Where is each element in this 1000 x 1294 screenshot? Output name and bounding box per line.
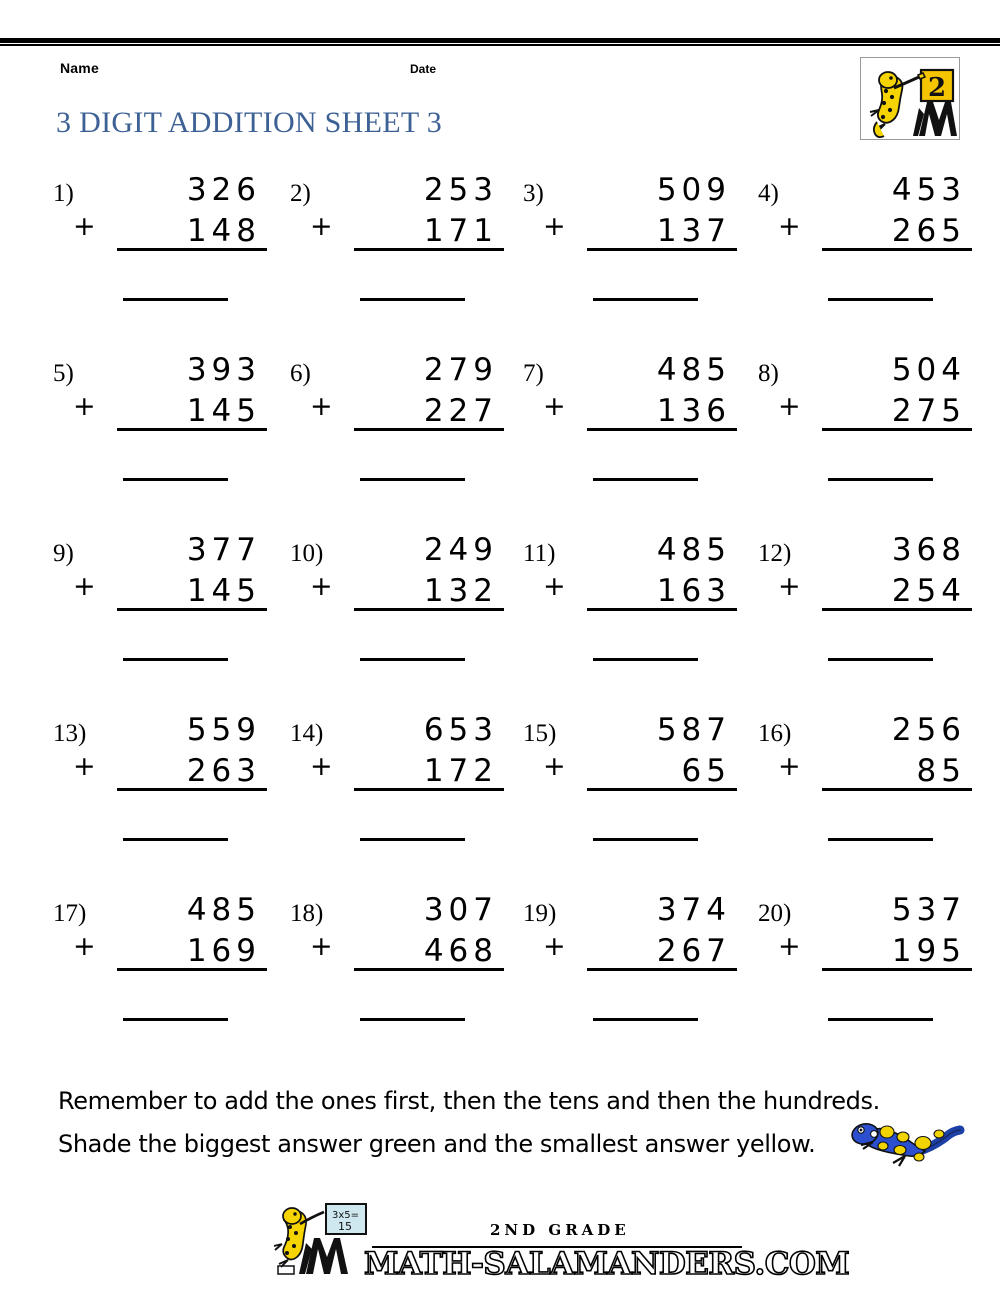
addend-top: 374	[656, 892, 731, 928]
addend-bottom: 195	[822, 931, 972, 971]
problem-stack	[587, 890, 737, 971]
addend-top: 653	[423, 712, 498, 748]
problem-stack	[822, 710, 972, 791]
answer-blank[interactable]	[123, 838, 228, 841]
problem-number: 12)	[758, 540, 792, 567]
plus-operator: +	[310, 931, 333, 962]
answer-blank[interactable]	[593, 298, 698, 301]
problem-item	[750, 350, 980, 500]
problem-number: 20)	[758, 900, 792, 927]
salamander-teacher-grade2-icon	[861, 58, 959, 139]
addend-top: 279	[423, 352, 498, 388]
plus-operator: +	[310, 571, 333, 602]
problem-stack	[117, 710, 267, 791]
problem-stack	[587, 710, 737, 791]
problem-row	[0, 710, 1000, 890]
addend-bottom: 136	[587, 391, 737, 431]
addend-bottom: 172	[354, 751, 504, 791]
answer-blank[interactable]	[360, 1018, 465, 1021]
problem-item	[515, 350, 745, 500]
addend-bottom: 132	[354, 571, 504, 611]
plus-operator: +	[73, 571, 96, 602]
answer-blank[interactable]	[123, 478, 228, 481]
problem-stack	[822, 350, 972, 431]
problem-stack	[354, 350, 504, 431]
problem-number: 8)	[758, 360, 779, 387]
addend-top: 537	[891, 892, 966, 928]
problem-number: 17)	[53, 900, 87, 927]
plus-operator: +	[310, 391, 333, 422]
name-label: Name	[60, 60, 99, 76]
answer-blank[interactable]	[828, 298, 933, 301]
problem-number: 5)	[53, 360, 74, 387]
answer-blank[interactable]	[123, 1018, 228, 1021]
answer-blank[interactable]	[360, 298, 465, 301]
problem-number: 7)	[523, 360, 544, 387]
plus-operator: +	[778, 931, 801, 962]
plus-operator: +	[778, 571, 801, 602]
problem-number: 19)	[523, 900, 557, 927]
plus-operator: +	[778, 211, 801, 242]
problem-number: 10)	[290, 540, 324, 567]
problem-number: 9)	[53, 540, 74, 567]
addend-bottom: 137	[587, 211, 737, 251]
svg-text:2: 2	[927, 73, 947, 103]
addend-bottom: 468	[354, 931, 504, 971]
problems-grid	[0, 170, 1000, 1070]
addend-bottom: 169	[117, 931, 267, 971]
page-title: 3 DIGIT ADDITION SHEET 3	[56, 106, 443, 139]
problem-row	[0, 530, 1000, 710]
problem-number: 18)	[290, 900, 324, 927]
problem-stack	[822, 890, 972, 971]
answer-blank[interactable]	[593, 1018, 698, 1021]
problem-item	[515, 890, 745, 1040]
answer-blank[interactable]	[593, 478, 698, 481]
problem-item	[282, 890, 512, 1040]
addend-top: 485	[186, 892, 261, 928]
problem-stack	[587, 530, 737, 611]
addend-bottom: 65	[587, 751, 737, 791]
answer-blank[interactable]	[360, 478, 465, 481]
problem-item	[45, 170, 275, 320]
answer-blank[interactable]	[828, 478, 933, 481]
plus-operator: +	[778, 391, 801, 422]
plus-operator: +	[543, 211, 566, 242]
addend-top: 559	[186, 712, 261, 748]
plus-operator: +	[543, 931, 566, 962]
addend-top: 249	[423, 532, 498, 568]
instructions-block	[58, 1080, 938, 1166]
problem-item	[282, 710, 512, 860]
plus-operator: +	[543, 391, 566, 422]
answer-blank[interactable]	[828, 1018, 933, 1021]
grade-label: 2ND GRADE	[490, 1221, 630, 1239]
problem-stack	[354, 170, 504, 251]
addend-top: 587	[656, 712, 731, 748]
plus-operator: +	[310, 211, 333, 242]
problem-number: 13)	[53, 720, 87, 747]
problem-stack	[117, 530, 267, 611]
board-line-2: 15	[338, 1220, 352, 1233]
problem-item	[282, 350, 512, 500]
problem-number: 16)	[758, 720, 792, 747]
problem-stack	[117, 890, 267, 971]
plus-operator: +	[73, 391, 96, 422]
problem-item	[750, 170, 980, 320]
answer-blank[interactable]	[123, 658, 228, 661]
addend-bottom: 85	[822, 751, 972, 791]
addend-top: 253	[423, 172, 498, 208]
problem-number: 2)	[290, 180, 311, 207]
addend-bottom: 145	[117, 571, 267, 611]
problem-item	[515, 170, 745, 320]
addend-top: 509	[656, 172, 731, 208]
addend-top: 368	[891, 532, 966, 568]
plus-operator: +	[543, 751, 566, 782]
problem-stack	[354, 710, 504, 791]
answer-blank[interactable]	[593, 658, 698, 661]
instruction-line-2: Shade the biggest answer green and the smallest answer yellow.	[58, 1130, 816, 1158]
problem-item	[750, 890, 980, 1040]
instruction-line-1: Remember to add the ones first, then the tens and then the hundreds.	[58, 1087, 880, 1115]
problem-item	[282, 170, 512, 320]
answer-blank[interactable]	[360, 658, 465, 661]
addend-top: 453	[891, 172, 966, 208]
problem-stack	[822, 170, 972, 251]
answer-blank[interactable]	[828, 838, 933, 841]
problem-number: 4)	[758, 180, 779, 207]
addend-top: 485	[656, 532, 731, 568]
problem-item	[45, 710, 275, 860]
problem-item	[45, 530, 275, 680]
addend-bottom: 263	[117, 751, 267, 791]
addend-top: 485	[656, 352, 731, 388]
addend-bottom: 227	[354, 391, 504, 431]
addend-bottom: 265	[822, 211, 972, 251]
plus-operator: +	[778, 751, 801, 782]
top-border-rule	[0, 38, 1000, 44]
site-brand-footer	[272, 1196, 850, 1282]
problem-item	[45, 890, 275, 1040]
addend-top: 393	[186, 352, 261, 388]
problem-stack	[822, 530, 972, 611]
problem-item	[750, 710, 980, 860]
addend-bottom: 254	[822, 571, 972, 611]
problem-item	[282, 530, 512, 680]
answer-blank[interactable]	[593, 838, 698, 841]
problem-row	[0, 350, 1000, 530]
plus-operator: +	[73, 211, 96, 242]
addend-bottom: 267	[587, 931, 737, 971]
problem-stack	[587, 170, 737, 251]
problem-item	[45, 350, 275, 500]
problem-stack	[587, 350, 737, 431]
plus-operator: +	[543, 571, 566, 602]
problem-item	[515, 530, 745, 680]
grade-logo-box	[860, 57, 960, 140]
problem-stack	[354, 530, 504, 611]
addend-bottom: 163	[587, 571, 737, 611]
problem-number: 11)	[523, 540, 556, 567]
problem-row	[0, 890, 1000, 1070]
plus-operator: +	[310, 751, 333, 782]
answer-blank[interactable]	[123, 298, 228, 301]
board-line-1: 3x5=	[332, 1210, 360, 1221]
addend-top: 307	[423, 892, 498, 928]
problem-number: 1)	[53, 180, 74, 207]
answer-blank[interactable]	[360, 838, 465, 841]
addend-bottom: 145	[117, 391, 267, 431]
problem-stack	[354, 890, 504, 971]
date-label: Date	[410, 62, 437, 76]
plus-operator: +	[73, 751, 96, 782]
problem-item	[515, 710, 745, 860]
problem-number: 14)	[290, 720, 324, 747]
addend-top: 256	[891, 712, 966, 748]
problem-number: 15)	[523, 720, 557, 747]
problem-row	[0, 170, 1000, 350]
addend-bottom: 148	[117, 211, 267, 251]
answer-blank[interactable]	[828, 658, 933, 661]
addend-top: 326	[186, 172, 261, 208]
problem-stack	[117, 350, 267, 431]
site-url: MATH-SALAMANDERS.COM	[364, 1246, 850, 1282]
problem-stack	[117, 170, 267, 251]
addend-bottom: 275	[822, 391, 972, 431]
addend-top: 504	[891, 352, 966, 388]
addend-bottom: 171	[354, 211, 504, 251]
problem-item	[750, 530, 980, 680]
plus-operator: +	[73, 931, 96, 962]
problem-number: 3)	[523, 180, 544, 207]
blue-spotted-salamander-icon	[843, 1112, 965, 1174]
addend-top: 377	[186, 532, 261, 568]
problem-number: 6)	[290, 360, 311, 387]
